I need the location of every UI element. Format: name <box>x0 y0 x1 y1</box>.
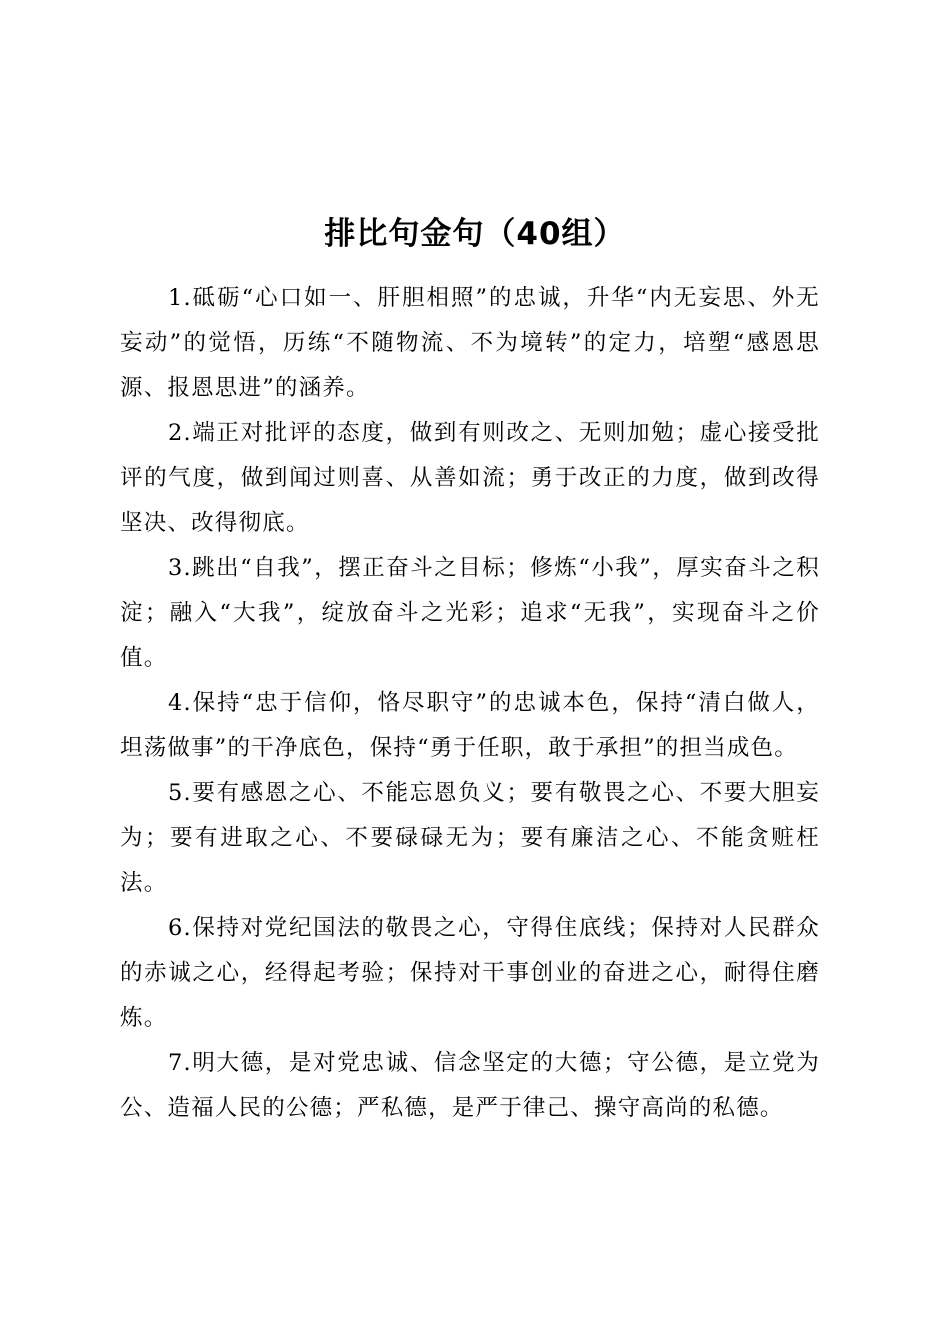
paragraph-6: 6.保持对党纪国法的敬畏之心，守得住底线；保持对人民群众的赤诚之心，经得起考验；保持对干事创业的奋进之心，耐得住磨炼。 <box>120 915 820 1031</box>
paragraph-7: 7.明大德，是对党忠诚、信念坚定的大德；守公德，是立党为公、造福人民的公德；严私德，是严于律己、操守高尚的私德。 <box>120 1050 820 1121</box>
paragraph-3: 3.跳出“自我”，摆正奋斗之目标；修炼“小我”，厚实奋斗之积淀；融入“大我”，绽放奋斗之光彩；追求“无我”，实现奋斗之价值。 <box>120 555 820 671</box>
paragraph-5: 5.要有感恩之心、不能忘恩负义；要有敬畏之心、不要大胆妄为；要有进取之心、不要碌碌无为；要有廉洁之心、不能贪赃枉法。 <box>120 780 820 896</box>
paragraph-1: 1.砥砺“心口如一、肝胆相照”的忠诚，升华“内无妄思、外无妄动”的觉悟，历练“不随物流、不为境转”的定力，培塑“感恩思源、报恩思进”的涵养。 <box>120 285 820 401</box>
paragraph-2: 2.端正对批评的态度，做到有则改之、无则加勉；虚心接受批评的气度，做到闻过则喜、从善如流；勇于改正的力度，做到改得坚决、改得彻底。 <box>120 420 820 536</box>
paragraph-4: 4.保持“忠于信仰，恪尽职守”的忠诚本色，保持“清白做人，坦荡做事”的干净底色，保持“勇于任职，敢于承担”的担当成色。 <box>120 690 820 761</box>
document-body <box>120 276 820 1131</box>
document-title: 排比句金句（40组） <box>324 216 626 252</box>
